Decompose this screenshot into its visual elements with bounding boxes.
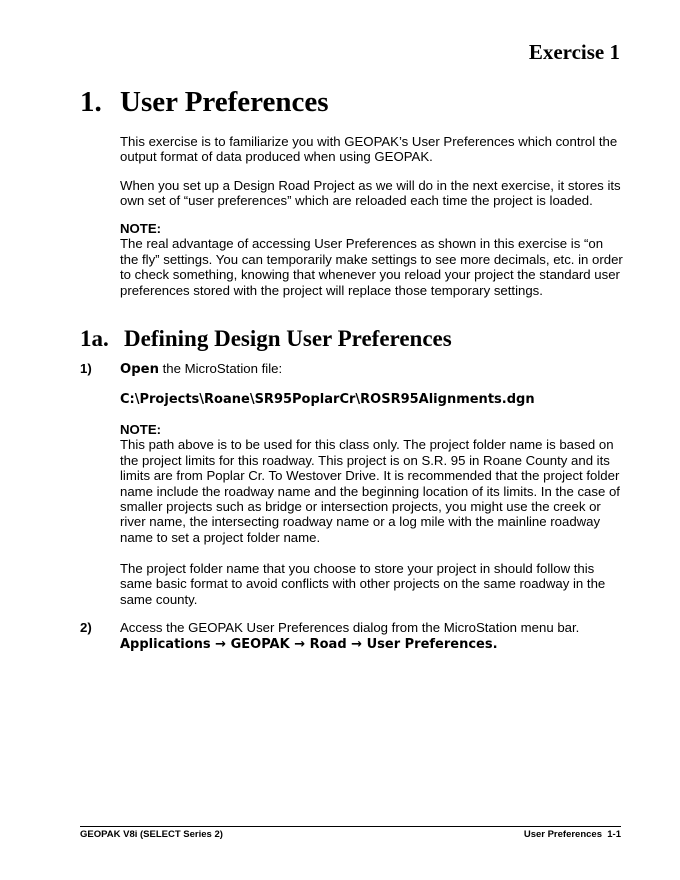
note-text: The real advantage of accessing User Preferences as shown in this exercise is “on the fly” settings. You can temporarily make settings to see more decimals, etc. in order to check something, knowing that whenever you reload your project the standard user preferences stored with the project will replace those temporary settings. (120, 236, 623, 298)
step-action: Open (120, 362, 159, 377)
step-note-block (120, 422, 625, 545)
step-note-label: NOTE: (120, 422, 162, 437)
step-note-text-2: The project folder name that you choose to store your project in should follow this same basic format to avoid conflicts with other projects on the same roadway in the same county. (120, 561, 606, 607)
intro-paragraph-2: When you set up a Design Road Project as we will do in the next exercise, it stores its own set of “user preferences” which are reloaded each time the project is loaded. (120, 178, 621, 209)
subsection-number: 1a. (80, 326, 109, 351)
section-title: User Preferences (120, 86, 329, 118)
section-number: 1. (80, 86, 102, 118)
step-note-text: This path above is to be used for this class only. The project folder name is based on the project limits for this roadway. This project is on S.R. 95 in Roane County and its limits are from Poplar Cr. To Westover Drive. It is recommended that the project folder name include the roadway name and the beginning location of its limits. In the case of smaller projects such as bridge or intersection projects, you might use the creek or river name, the intersecting roadway name or a log mile with the mainline roadway name to set a project folder name. (120, 437, 620, 545)
step-instruction: the MicroStation file: (158, 361, 283, 376)
section-heading (80, 86, 329, 119)
footer-product: GEOPAK V8i (SELECT Series 2) (80, 829, 223, 840)
note-label: NOTE: (120, 221, 162, 236)
footer-page-label: User Preferences 1-1 (523, 829, 621, 840)
menu-path: Applications → GEOPAK → Road → User Preferences. (120, 637, 498, 652)
subsection-heading (80, 326, 452, 352)
exercise-title: Exercise 1 (528, 40, 620, 64)
file-path: C:\Projects\Roane\SR95PoplarCr\ROSR95Alignments.dgn (120, 392, 535, 407)
step-text-2: Access the GEOPAK User Preferences dialog from the MicroStation menu bar. (120, 620, 580, 635)
step-number-1: 1) (80, 361, 92, 376)
step-text-1 (120, 361, 282, 377)
step-number-2: 2) (80, 620, 92, 635)
note-block (120, 221, 625, 298)
subsection-title: Defining Design User Preferences (124, 326, 452, 351)
footer-divider (80, 826, 621, 827)
intro-paragraph-1: This exercise is to familiarize you with GEOPAK’s User Preferences which control the output format of data produced when using GEOPAK. (120, 134, 618, 165)
